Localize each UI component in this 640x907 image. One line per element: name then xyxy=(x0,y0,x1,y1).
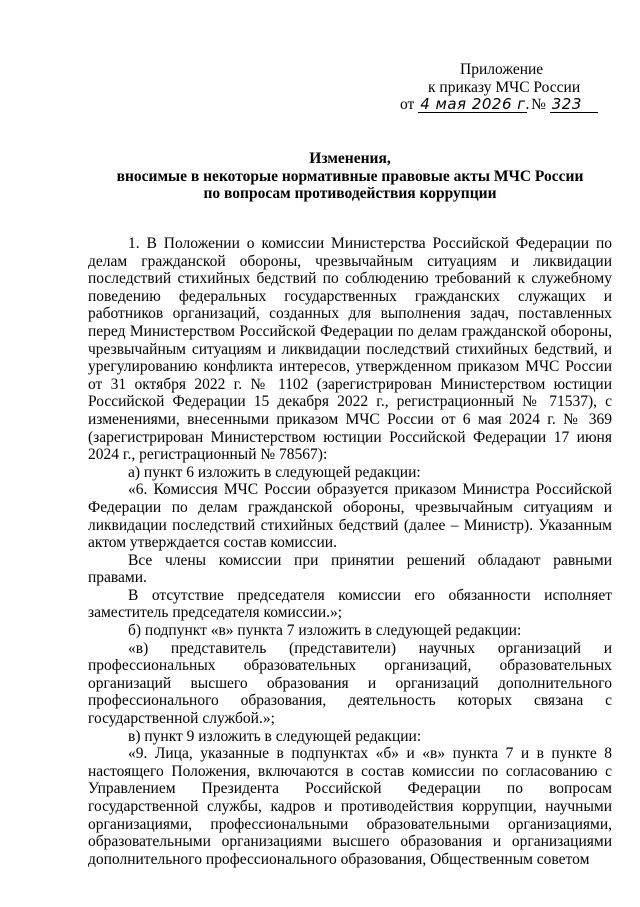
paragraph-3: «6. Комиссия МЧС России образуется приказом Министра Российской Федерации по делам гражданской обороны, чрезвычайным ситуациям и ликвидации последствий стихийных бедствий (далее – Министр). Указанным актом утверждается состав комиссии. xyxy=(88,481,612,552)
paragraph-1: 1. В Положении о комиссии Министерства Российской Федерации по делам гражданской обороны, чрезвычайным ситуациям и ликвидации последствий стихийных бедствий по соблюдению требований к служебному поведению федеральных государственных гражданских служащих и работников организаций, созданных для выполнения задач, поставленных перед Министерством Российской Федерации по делам гражданской обороны, чрезвычайным ситуациям и ликвидации последствий стихийных бедствий, и урегулированию конфликта интересов, утвержденном приказом МЧС России от 31 октября 2022 г. № 1102 (зарегистрирован Министерством юстиции Российской Федерации 15 декабря 2022 г., регистрационный № 71537), с изменениями, внесенными приказом МЧС России от 6 мая 2024 г. № 369 (зарегистрирован Министерством юстиции Российской Федерации 17 июня 2024 г., регистрационный № 78567): xyxy=(88,235,612,464)
title-line-2: вносимые в некоторые нормативные правовые акты МЧС России xyxy=(116,167,584,185)
number-label: № xyxy=(531,96,546,113)
appendix-order-ref: к приказу МЧС России xyxy=(428,78,581,96)
document-body xyxy=(88,235,612,868)
paragraph-6: б) подпункт «в» пункта 7 изложить в следующей редакции: xyxy=(128,622,522,640)
paragraph-9: «9. Лица, указанные в подпунктах «б» и «в» пункта 7 и в пункте 8 настоящего Положения, включаются в состав комиссии по согласованию с Управлением Президента Российской Федерации по вопросам государственной службы, кадров и противодействия коррупции, научными организациями, профессиональными образовательными организациями, образовательными организациями высшего образования и организациями дополнительного профессионального образования, Общественным советом xyxy=(88,745,612,868)
title-line-1: Изменения, xyxy=(309,150,391,167)
appendix-date-line xyxy=(400,96,625,114)
paragraph-8: в) пункт 9 изложить в следующей редакции: xyxy=(128,727,422,745)
from-label: от xyxy=(400,96,415,113)
document-title xyxy=(90,150,610,203)
handwritten-number: 323 xyxy=(550,97,598,113)
handwritten-date: 4 мая 2026 г. xyxy=(420,95,531,113)
paragraph-5: В отсутствие председателя комиссии его обязанности исполняет заместитель председателя комиссии.»; xyxy=(88,586,612,622)
paragraph-7: «в) представитель (представители) научных организаций и профессиональных образовательных организаций, образовательных организаций высшего образования и организаций дополнительного профессионального образования, деятельность которых связана с государственной службой.»; xyxy=(88,639,612,728)
title-line-3: по вопросам противодействия коррупции xyxy=(203,185,497,202)
paragraph-4: Все члены комиссии при принятии решений обладают равными правами. xyxy=(88,551,612,587)
paragraph-2: а) пункт 6 изложить в следующей редакции: xyxy=(128,463,421,481)
appendix-title: Приложение xyxy=(460,61,544,78)
appendix-header xyxy=(400,61,625,114)
